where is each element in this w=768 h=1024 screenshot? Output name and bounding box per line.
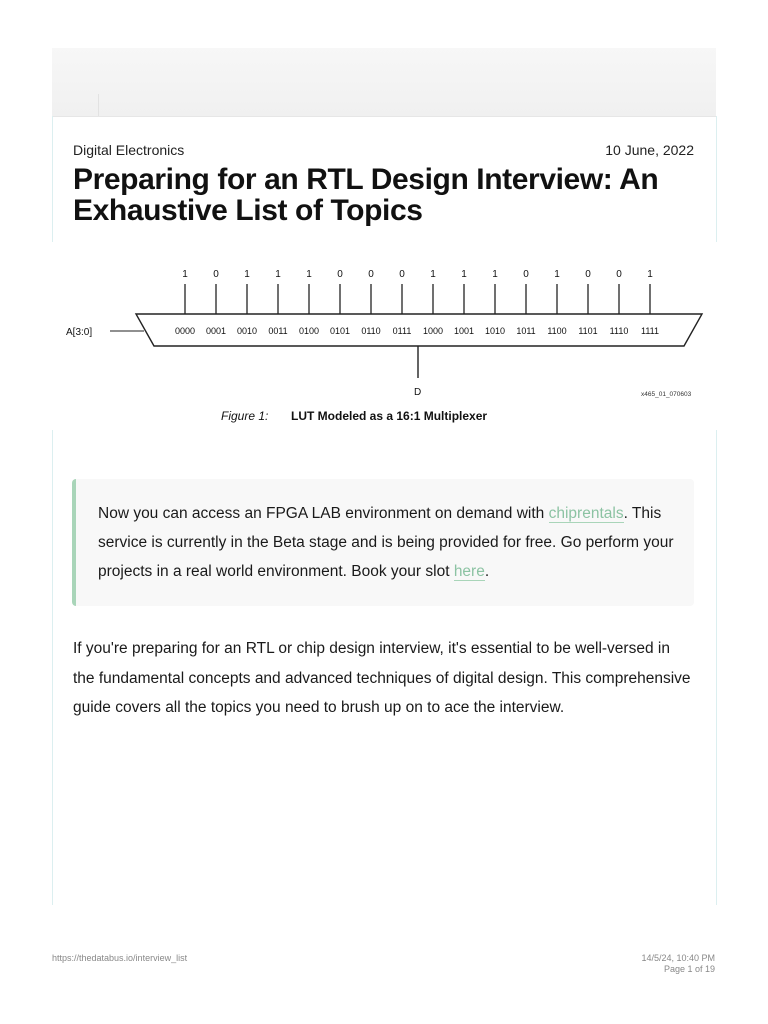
footer-page-number: Page 1 of 19: [663, 964, 715, 974]
book-slot-link[interactable]: here: [453, 563, 485, 580]
article-date: 10 June, 2022: [605, 142, 694, 158]
input-bit-12: 1: [554, 269, 560, 280]
input-bit-5: 0: [337, 269, 343, 280]
select-code-6: 0110: [361, 326, 381, 336]
figure-caption-text: LUT Modeled as a 16:1 Multiplexer: [291, 409, 488, 423]
input-bit-6: 0: [368, 269, 374, 280]
input-bit-2: 1: [244, 269, 250, 280]
content-border-left: [52, 116, 53, 242]
select-code-14: 1110: [609, 326, 629, 336]
input-bit-14: 0: [616, 269, 622, 280]
article-title: Preparing for an RTL Design Interview: An Exhaustive List of Topics: [73, 163, 659, 227]
select-code-15: 1111: [640, 326, 660, 336]
header-divider: [98, 94, 99, 116]
input-bit-9: 1: [461, 269, 467, 280]
input-bit-15: 1: [647, 269, 653, 280]
input-bit-1: 0: [213, 269, 219, 280]
select-code-9: 1001: [453, 326, 475, 336]
lut-input-lines: [185, 284, 650, 314]
chiprentals-link[interactable]: chiprentals: [548, 505, 624, 522]
lut-multiplexer-figure: [52, 262, 716, 430]
select-code-10: 1010: [484, 326, 506, 336]
callout-text-end: .: [484, 563, 490, 580]
footer-info: [641, 953, 715, 975]
input-label: A[3:0]: [66, 327, 93, 338]
select-code-2: 0010: [236, 326, 258, 336]
input-bit-0: 1: [182, 269, 188, 280]
footer-datetime: 14/5/24, 10:40 PM: [641, 953, 715, 963]
figure-ref-code: x465_01_070603: [641, 391, 692, 398]
select-code-4: 0100: [298, 326, 320, 336]
select-code-13: 1101: [578, 326, 598, 336]
select-code-8: 1000: [422, 326, 444, 336]
intro-paragraph: If you're preparing for an RTL or chip design interview, it's essential to be well-versed in the fundamental concepts and advanced techniques of digital design. This comprehensive guide covers all the topics you need to brush up on to ace the interview.: [73, 640, 691, 716]
output-label: D: [414, 387, 422, 398]
input-bit-11: 0: [523, 269, 529, 280]
select-code-0: 0000: [174, 326, 196, 336]
footer-url: https://thedatabus.io/interview_list: [52, 953, 188, 963]
select-code-1: 0001: [205, 326, 227, 336]
callout-text: [98, 499, 674, 586]
select-code-11: 1011: [516, 326, 536, 336]
figure-caption-prefix: Figure 1:: [221, 409, 269, 423]
content-border-right: [716, 116, 717, 242]
input-bit-10: 1: [492, 269, 498, 280]
select-code-12: 1100: [547, 326, 567, 336]
chiprentals-callout: [72, 479, 694, 606]
content-border-left-lower: [52, 430, 53, 905]
input-bit-4: 1: [306, 269, 312, 280]
select-code-3: 0011: [268, 326, 288, 336]
content-border-right-lower: [716, 430, 717, 905]
page-header-band: [52, 48, 716, 117]
input-bit-7: 0: [399, 269, 405, 280]
input-bit-3: 1: [275, 269, 281, 280]
article-category[interactable]: Digital Electronics: [73, 142, 185, 158]
callout-text-start: Now you can access an FPGA LAB environment on demand with: [98, 505, 549, 522]
select-code-7: 0111: [392, 326, 412, 336]
callout-text-middle: . This service is currently in the Beta stage and is being provided for free. Go perform your projects in a real world environment. Book your slot: [98, 505, 674, 580]
select-code-5: 0101: [329, 326, 351, 336]
input-bit-8: 1: [430, 269, 436, 280]
lut-input-bits: [182, 269, 653, 280]
input-bit-13: 0: [585, 269, 591, 280]
